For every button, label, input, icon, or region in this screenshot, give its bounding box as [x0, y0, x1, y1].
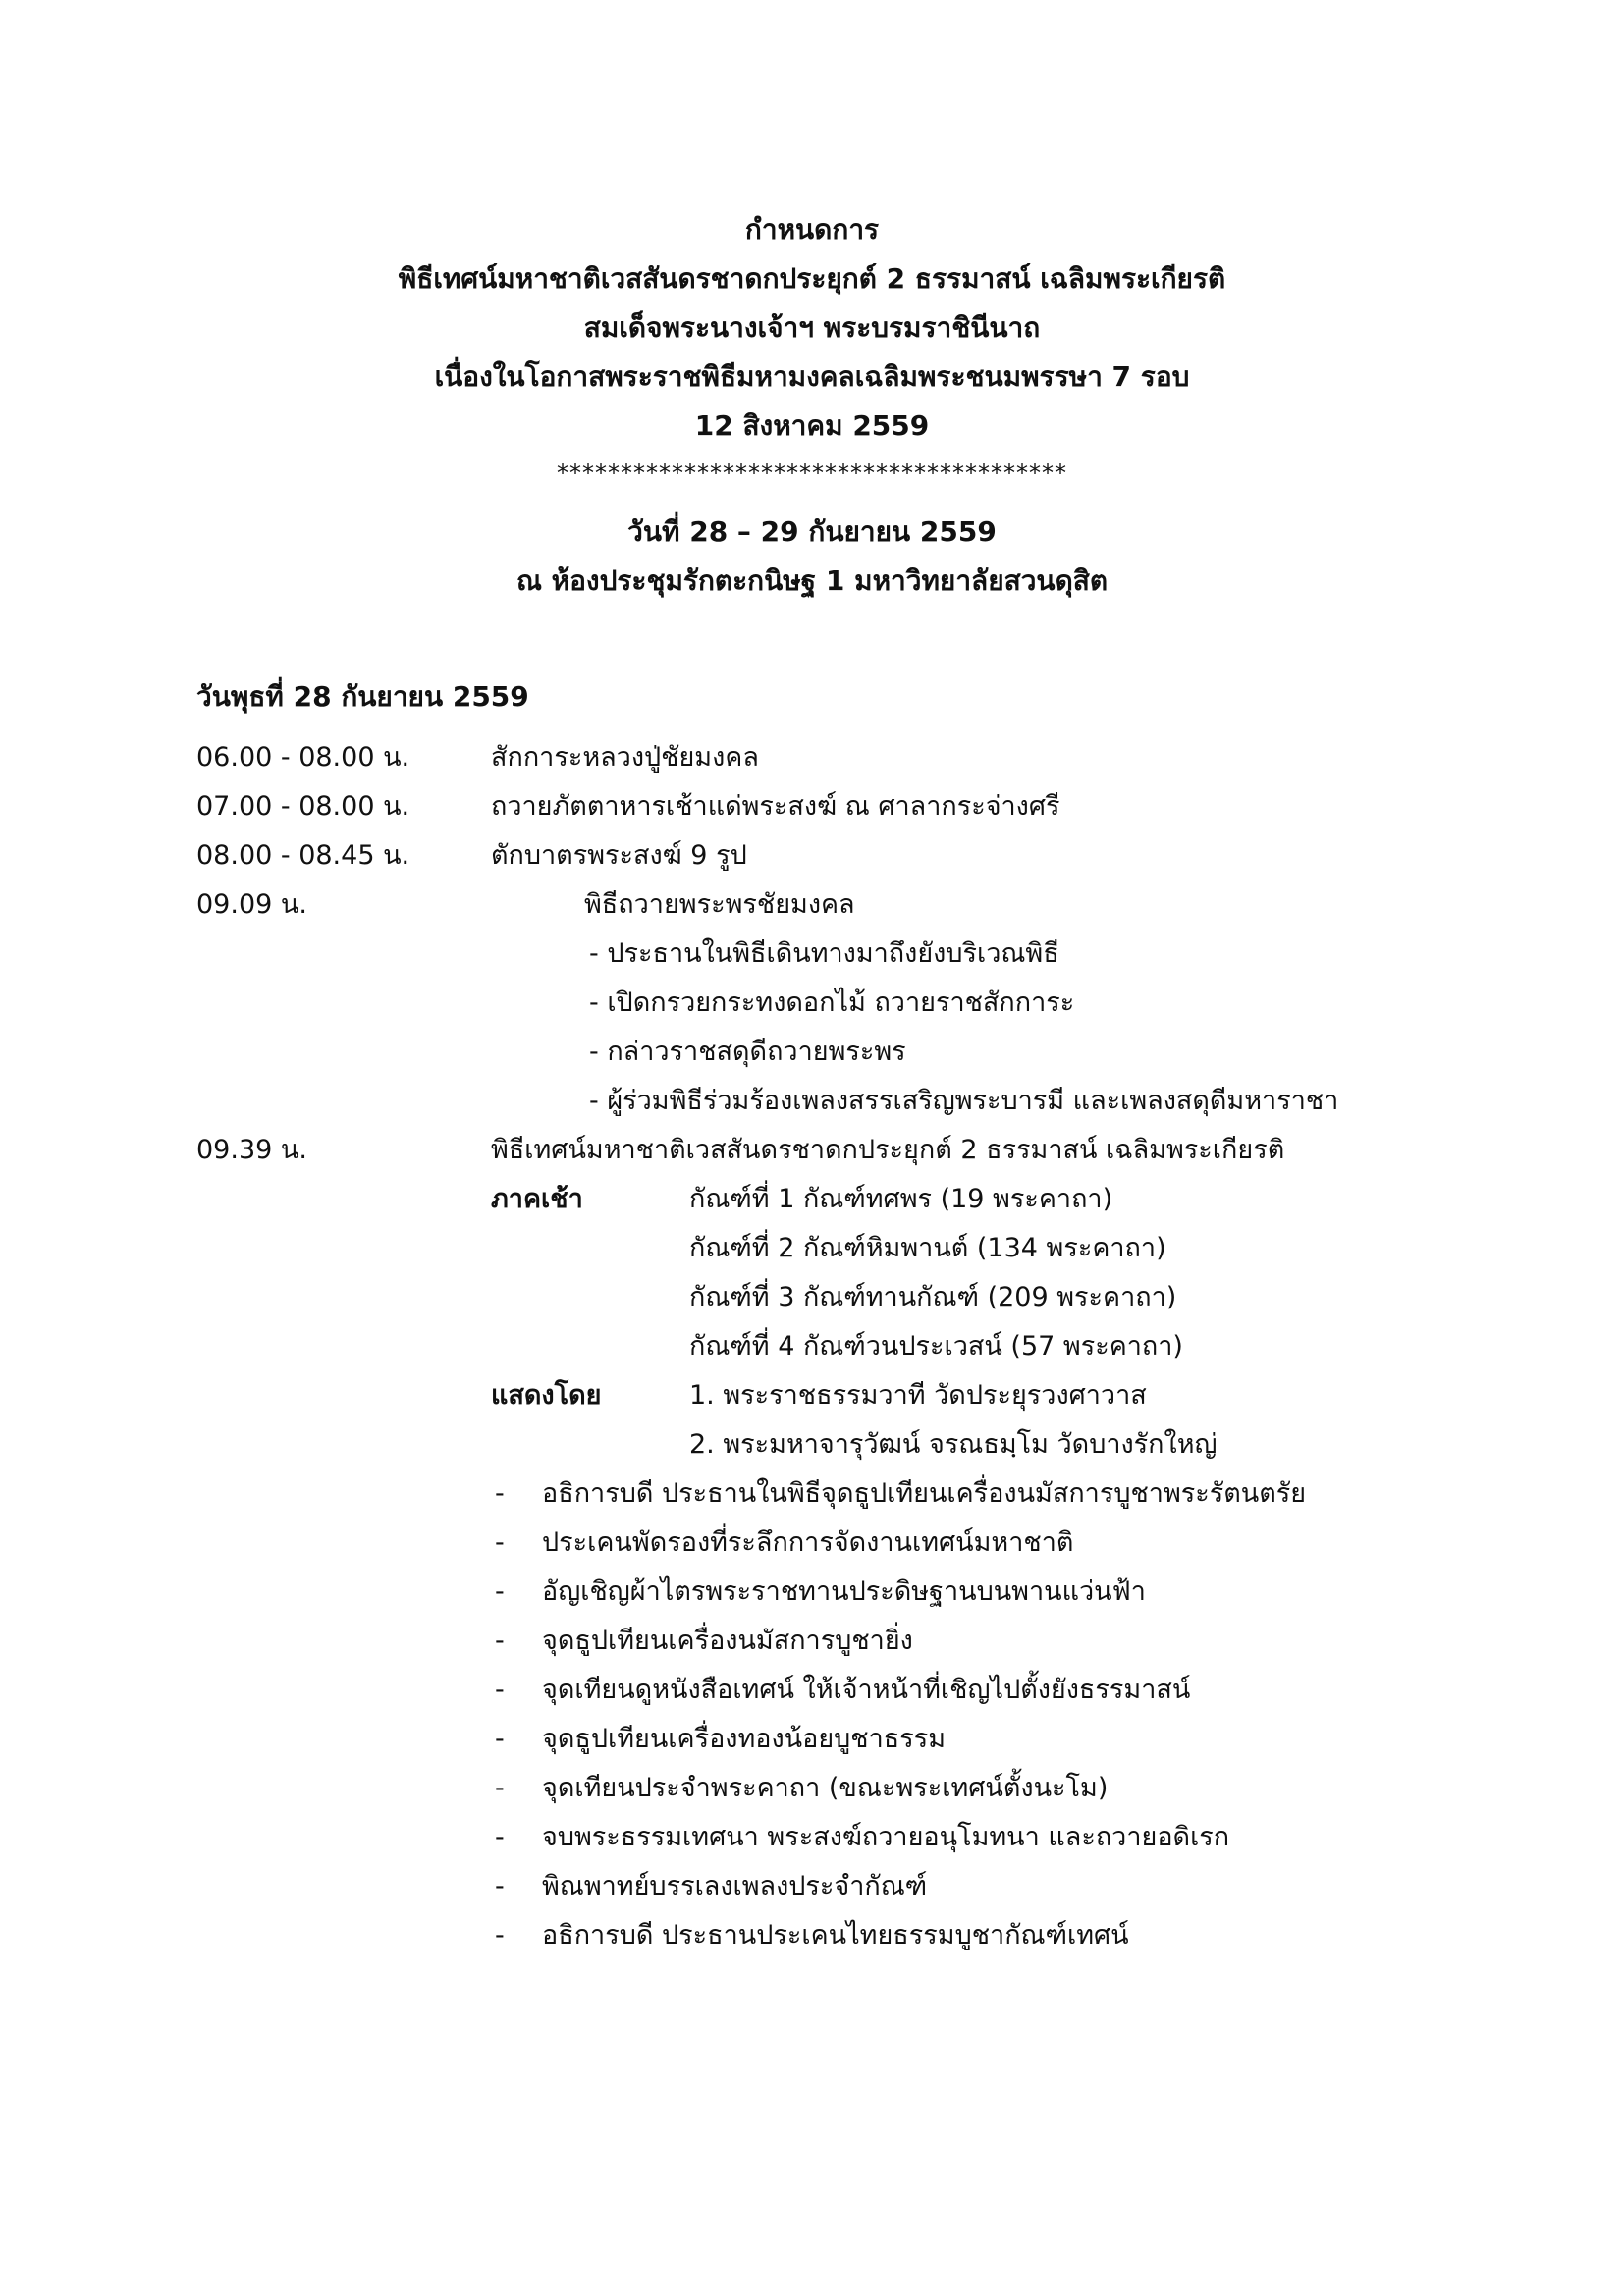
schedule-time: 08.00 - 08.45 น. [196, 840, 410, 871]
schedule-time: 07.00 - 08.00 น. [196, 791, 410, 822]
bullet-marker: - [495, 1773, 505, 1803]
bullet-item: อธิการบดี ประธานประเคนไทยธรรมบูชากัณฑ์เทศน์ [542, 1920, 1129, 1950]
schedule-time: 06.00 - 08.00 น. [196, 742, 410, 773]
event-dates: วันที่ 28 – 29 กันยายน 2559 [627, 515, 997, 548]
event-venue: ณ ห้องประชุมรักตะกนิษฐ 1 มหาวิทยาลัยสวนดุสิต [515, 564, 1109, 597]
chapter-item: กัณฑ์ที่ 3 กัณฑ์ทานกัณฑ์ (209 พระคาถา) [689, 1282, 1177, 1312]
ceremony-title: พิธีเทศน์มหาชาติเวสสันดรชาดกประยุกต์ 2 ธรรมาสน์ เฉลิมพระเกียรติ [398, 262, 1226, 294]
bullet-item: อธิการบดี ประธานในพิธีจุดธูปเทียนเครื่องนมัสการบูชาพระรัตนตรัย [542, 1478, 1307, 1509]
bullet-marker: - [495, 1724, 505, 1754]
schedule-activity: สักการะหลวงปู่ชัยมงคล [491, 742, 759, 773]
bullet-item: จุดเทียนประจำพระคาถา (ขณะพระเทศน์ตั้งนะโม) [542, 1773, 1109, 1803]
bullet-item: จบพระธรรมเทศนา พระสงฆ์ถวายอนุโมทนา และถวายอดิเรก [542, 1822, 1230, 1852]
occasion-line: เนื่องในโอกาสพระราชพิธีมหามงคลเฉลิมพระชนมพรรษา 7 รอบ [434, 360, 1190, 393]
ceremony-step: - กล่าวราชสดุดีถวายพระพร [589, 1037, 906, 1067]
separator-stars: **************************************** [557, 459, 1067, 487]
bullet-item: จุดธูปเทียนเครื่องนมัสการบูชายิ่ง [542, 1626, 913, 1656]
bullet-marker: - [495, 1675, 505, 1705]
presented-by-label: แสดงโดย [491, 1380, 602, 1411]
bullet-marker: - [495, 1871, 505, 1901]
bullet-marker: - [495, 1527, 505, 1558]
bullet-marker: - [495, 1478, 505, 1509]
bullet-item: ประเคนพัดรองที่ระลึกการจัดงานเทศน์มหาชาติ [542, 1527, 1074, 1558]
bullet-marker: - [495, 1626, 505, 1656]
day-heading: วันพุธที่ 28 กันยายน 2559 [196, 680, 529, 713]
morning-label: ภาคเช้า [491, 1184, 583, 1214]
schedule-activity: พิธีถวายพระพรชัยมงคล [584, 889, 855, 920]
ceremony-step: - ประธานในพิธีเดินทางมาถึงยังบริเวณพิธี [589, 938, 1059, 969]
bullet-item: อัญเชิญผ้าไตรพระราชทานประดิษฐานบนพานแว่นฟ้า [542, 1576, 1146, 1607]
chapter-item: กัณฑ์ที่ 4 กัณฑ์วนประเวสน์ (57 พระคาถา) [689, 1331, 1183, 1362]
schedule-time: 09.09 น. [196, 889, 307, 920]
bullet-marker: - [495, 1822, 505, 1852]
presenter-item: 2. พระมหาจารุวัฒน์ จรณธมฺโม วัดบางรักใหญ่ [689, 1429, 1218, 1460]
document-title: กำหนดการ [744, 213, 880, 245]
bullet-item: พิณพาทย์บรรเลงเพลงประจำกัณฑ์ [542, 1871, 928, 1901]
bullet-marker: - [495, 1576, 505, 1607]
ceremony-step: - เปิดกรวยกระทงดอกไม้ ถวายราชสักการะ [589, 988, 1075, 1018]
sermon-title: พิธีเทศน์มหาชาติเวสสันดรชาดกประยุกต์ 2 ธรรมาสน์ เฉลิมพระเกียรติ [491, 1135, 1285, 1165]
bullet-item: จุดเทียนดูหนังสือเทศน์ ให้เจ้าหน้าที่เชิญไปตั้งยังธรรมาสน์ [542, 1675, 1191, 1705]
presenter-item: 1. พระราชธรรมวาที วัดประยุรวงศาวาส [689, 1380, 1147, 1411]
honoree-line: สมเด็จพระนางเจ้าฯ พระบรมราชินีนาถ [583, 311, 1041, 344]
bullet-item: จุดธูปเทียนเครื่องทองน้อยบูชาธรรม [542, 1724, 947, 1754]
chapter-item: กัณฑ์ที่ 1 กัณฑ์ทศพร (19 พระคาถา) [689, 1184, 1113, 1214]
chapter-item: กัณฑ์ที่ 2 กัณฑ์หิมพานต์ (134 พระคาถา) [689, 1233, 1166, 1263]
schedule-activity: ถวายภัตตาหารเช้าแด่พระสงฆ์ ณ ศาลากระจ่างศรี [491, 791, 1060, 822]
ceremony-step: - ผู้ร่วมพิธีร่วมร้องเพลงสรรเสริญพระบารมี และเพลงสดุดีมหาราชา [589, 1086, 1339, 1116]
sermon-time: 09.39 น. [196, 1135, 307, 1165]
occasion-date: 12 สิงหาคม 2559 [694, 409, 930, 442]
schedule-activity: ตักบาตรพระสงฆ์ 9 รูป [491, 840, 747, 871]
bullet-marker: - [495, 1920, 505, 1950]
